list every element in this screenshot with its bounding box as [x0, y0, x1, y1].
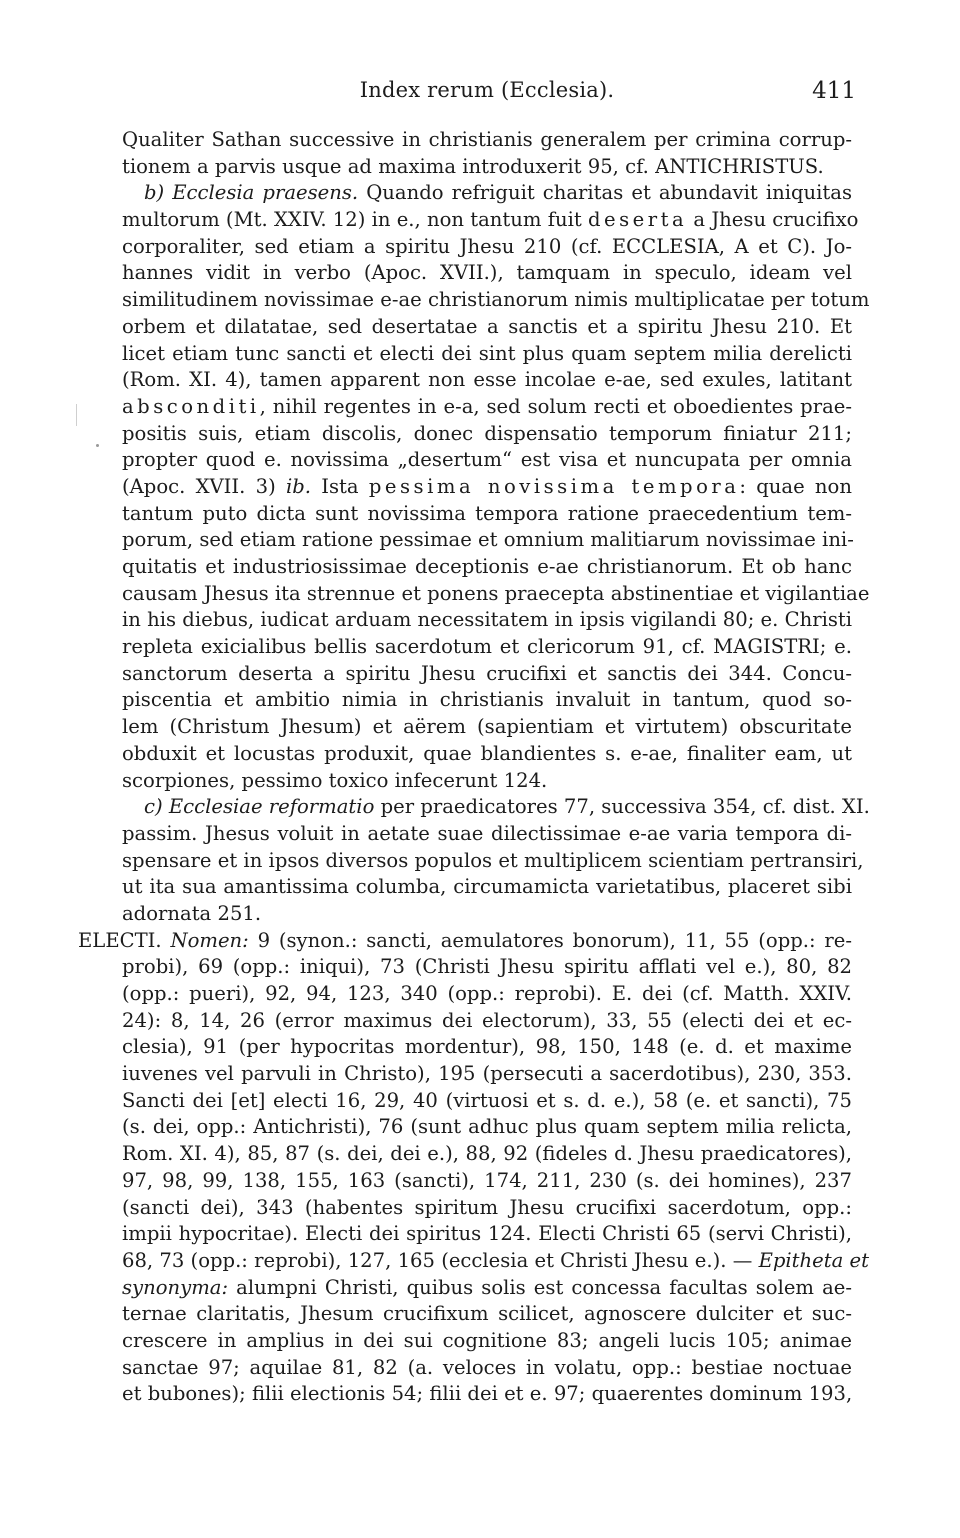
- text-segment: (Rom. XI. 4), tamen apparent non esse incolae e-ae, sed exules, latitant: [122, 368, 852, 392]
- text-line: [122, 581, 870, 608]
- spaced-text: deserta: [587, 208, 688, 232]
- text-line: [122, 207, 859, 234]
- text-line: [122, 1381, 852, 1408]
- italic-text: Epitheta et: [758, 1248, 870, 1272]
- text-segment: ELECTI.: [78, 928, 171, 952]
- italic-text: c) Ecclesiae reformatio: [144, 795, 375, 819]
- text-line: [122, 821, 852, 848]
- text-line: [122, 1248, 870, 1275]
- text-segment: sanctae 97; aquilae 81, 82 (a. veloces in volatu, opp.: bestiae noctuae: [122, 1355, 852, 1379]
- text-segment: crescere in amplius in dei sui cognitione 83; angeli lucis 105; animae: [122, 1328, 852, 1352]
- text-segment: hannes vidit in verbo (Apoc. XVII.), tamquam in speculo, ideam vel: [122, 261, 852, 285]
- index-text: [78, 127, 870, 1408]
- text-segment: , nihil regentes in e-a, sed solum recti et oboedientes prae-: [259, 394, 852, 418]
- text-line: [122, 234, 852, 261]
- text-line: [122, 287, 870, 314]
- text-segment: propter quod e. novissima „desertum“ est visa et nuncupata per omnia: [122, 448, 852, 472]
- italic-text: b) Ecclesia praesens.: [144, 181, 359, 205]
- text-line: [122, 367, 852, 394]
- text-line: [122, 260, 852, 287]
- text-segment: ut ita sua amantissima columba, circumamicta varietatibus, placeret sibi: [122, 875, 852, 899]
- text-segment: similitudinem novissimae e-ae christianorum nimis multiplicatae per totum: [122, 288, 870, 312]
- text-line: [122, 527, 852, 554]
- text-segment: multorum (Mt. XXIV. 12) in e., non tantum fuit: [122, 208, 588, 232]
- text-line: [78, 928, 852, 955]
- text-line: [122, 1328, 852, 1355]
- text-line: [122, 741, 852, 768]
- text-segment: corporaliter, sed etiam a spiritu Jhesu 210 (cf. ECCLESIA, A et C). Jo-: [122, 234, 852, 258]
- text-segment: (opp.: pueri), 92, 94, 123, 340 (opp.: reprobi). E. dei (cf. Matth. XXIV.: [122, 982, 852, 1005]
- spaced-text: pessima novissima tempora: [368, 474, 740, 498]
- text-line: [122, 954, 852, 981]
- text-line: [122, 180, 852, 207]
- margin-mark: [76, 404, 77, 426]
- text-segment: impii hypocritae). Electi dei spiritus 124. Electi Christi 65 (servi Christi),: [122, 1222, 852, 1246]
- text-segment: tantum puto dicta sunt novissima tempora ratione praecedentium tem-: [122, 501, 852, 525]
- text-line: [122, 554, 852, 581]
- spaced-text: absconditi: [122, 394, 260, 418]
- text-segment: sanctorum deserta a spiritu Jhesu crucifixi et sanctis dei 344. Concu-: [122, 661, 852, 685]
- text-line: [122, 1088, 852, 1115]
- text-segment: Quando refriguit charitas et abundavit iniquitas: [358, 181, 853, 205]
- text-segment: Qualiter Sathan successive in christianis generalem per crimina corrup-: [122, 128, 852, 151]
- text-line: [122, 607, 852, 634]
- italic-text: Nomen:: [170, 928, 249, 952]
- text-segment: 97, 98, 99, 138, 155, 163 (sancti), 174, 211, 230 (s. dei homines), 237: [122, 1168, 852, 1192]
- text-segment: orbem et dilatatae, sed desertatae a sanctis et a spiritu Jhesu 210. Et: [122, 314, 852, 338]
- text-segment: spensare et in ipsos diversos populos et multiplicem scientiam pertransiri,: [122, 848, 864, 872]
- text-segment: (s. dei, opp.: Antichristi), 76 (sunt adhuc plus quam septem milia relicta,: [122, 1115, 852, 1139]
- text-segment: tionem a parvis usque ad maxima introduxerit 95, cf. ANTICHRISTUS.: [122, 154, 824, 178]
- text-segment: (Apoc. XVII. 3): [122, 474, 286, 498]
- text-segment: passim. Jhesus voluit in aetate suae dilectissimae e-ae varia tempora di-: [122, 821, 852, 845]
- margin-dot: [96, 444, 99, 447]
- text-line: [122, 447, 852, 474]
- text-line: [122, 1008, 852, 1035]
- text-segment: (sancti dei), 343 (habentes spiritum Jhesu crucifixi sacerdotum, opp.:: [122, 1195, 852, 1219]
- text-segment: adornata 251.: [122, 901, 262, 925]
- text-line: [122, 794, 870, 821]
- text-line: [122, 501, 852, 528]
- text-line: [122, 687, 852, 714]
- text-line: [122, 1034, 852, 1061]
- text-line: [122, 474, 852, 501]
- text-segment: 68, 73 (opp.: reprobi), 127, 165 (ecclesia et Christi Jhesu e.). —: [122, 1248, 759, 1272]
- text-segment: et bubones); filii electionis 54; filii dei et e. 97; quaerentes dominum 193,: [122, 1382, 853, 1406]
- header-title: Index rerum (Ecclesia).: [359, 78, 615, 102]
- text-line: [122, 1141, 852, 1168]
- text-segment: probi), 69 (opp.: iniqui), 73 (Christi Jhesu spiritu afflati vel e.), 80, 82: [122, 955, 852, 979]
- text-line: [122, 1195, 852, 1222]
- text-line: [122, 314, 852, 341]
- text-line: [122, 1168, 852, 1195]
- text-line: [122, 1275, 852, 1302]
- text-line: [122, 127, 852, 154]
- text-segment: : quae non: [739, 474, 852, 498]
- text-segment: Rom. XI. 4), 85, 87 (s. dei, dei e.), 88, 92 (fideles d. Jhesu praedicatores),: [122, 1142, 852, 1166]
- text-segment: per praedicatores 77, successiva 354, cf. dist. XI.: [374, 795, 870, 819]
- text-segment: in his diebus, iudicat arduam necessitatem in ipsis vigilandi 80; e. Christi: [122, 608, 853, 632]
- text-line: [122, 848, 864, 875]
- text-segment: ternae claritatis, Jhesum crucifixum scilicet, agnoscere dulciter et suc-: [122, 1302, 852, 1326]
- text-line: [122, 634, 852, 661]
- text-line: [122, 768, 852, 795]
- text-segment: scorpiones, pessimo toxico infecerunt 124.: [122, 768, 548, 792]
- text-segment: porum, sed etiam ratione pessimae et omnium malitiarum novissimae ini-: [122, 528, 854, 552]
- text-line: [122, 1061, 852, 1088]
- text-segment: 9 (synon.: sancti, aemulatores bonorum), 11, 55 (opp.: re-: [248, 928, 853, 952]
- text-line: [122, 341, 852, 368]
- text-line: [122, 1355, 852, 1382]
- text-segment: positis suis, etiam discolis, donec dispensatio temporum finiatur 211;: [122, 421, 852, 445]
- text-segment: Sancti dei [et] electi 16, 29, 40 (virtuosi et s. d. e.), 58 (e. et sancti), 75: [122, 1088, 852, 1112]
- running-header: [122, 78, 856, 108]
- text-line: [122, 981, 852, 1008]
- text-segment: causam Jhesus ita strennue et ponens praecepta abstinentiae et vigilantiae: [122, 581, 870, 605]
- text-segment: iuvenes vel parvuli in Christo), 195 (persecuti a sacerdotibus), 230, 353.: [122, 1062, 852, 1086]
- text-line: [122, 421, 852, 448]
- text-segment: quitatis et industriosissimae deceptionis e-ae christianorum. Et ob hanc: [122, 555, 852, 578]
- text-line: [122, 394, 852, 421]
- text-segment: licet etiam tunc sancti et electi dei sint plus quam septem milia derelicti: [122, 341, 852, 365]
- text-line: [122, 714, 852, 741]
- text-segment: repleta exicialibus bellis sacerdotum et clericorum 91, cf. MAGISTRI; e.: [122, 635, 852, 659]
- text-line: [122, 1221, 852, 1248]
- italic-text: synonyma:: [122, 1275, 229, 1299]
- text-segment: clesia), 91 (per hypocritas mordentur), 98, 150, 148 (e. d. et maxime: [122, 1035, 852, 1059]
- text-line: [122, 874, 852, 901]
- text-segment: 24): 8, 14, 26 (error maximus dei electorum), 33, 55 (electi dei et ec-: [122, 1008, 852, 1032]
- text-line: [122, 901, 852, 928]
- italic-text: ib.: [285, 474, 312, 498]
- text-segment: a Jhesu crucifixo: [687, 208, 859, 232]
- text-line: [122, 661, 852, 688]
- text-segment: Ista: [311, 474, 369, 498]
- text-segment: piscentia et ambitio nimia in christianis invaluit in tantum, quod so-: [122, 688, 852, 712]
- text-segment: alumpni Christi, quibus solis est concessa facultas solem ae-: [228, 1275, 852, 1299]
- text-line: [122, 1301, 852, 1328]
- text-line: [122, 154, 852, 181]
- text-line: [122, 1114, 852, 1141]
- text-segment: lem (Christum Jhesum) et aërem (sapientiam et virtutem) obscuritate: [122, 715, 852, 739]
- page-number: 411: [812, 78, 856, 104]
- text-segment: obduxit et locustas produxit, quae blandientes s. e-ae, finaliter eam, ut: [122, 741, 852, 765]
